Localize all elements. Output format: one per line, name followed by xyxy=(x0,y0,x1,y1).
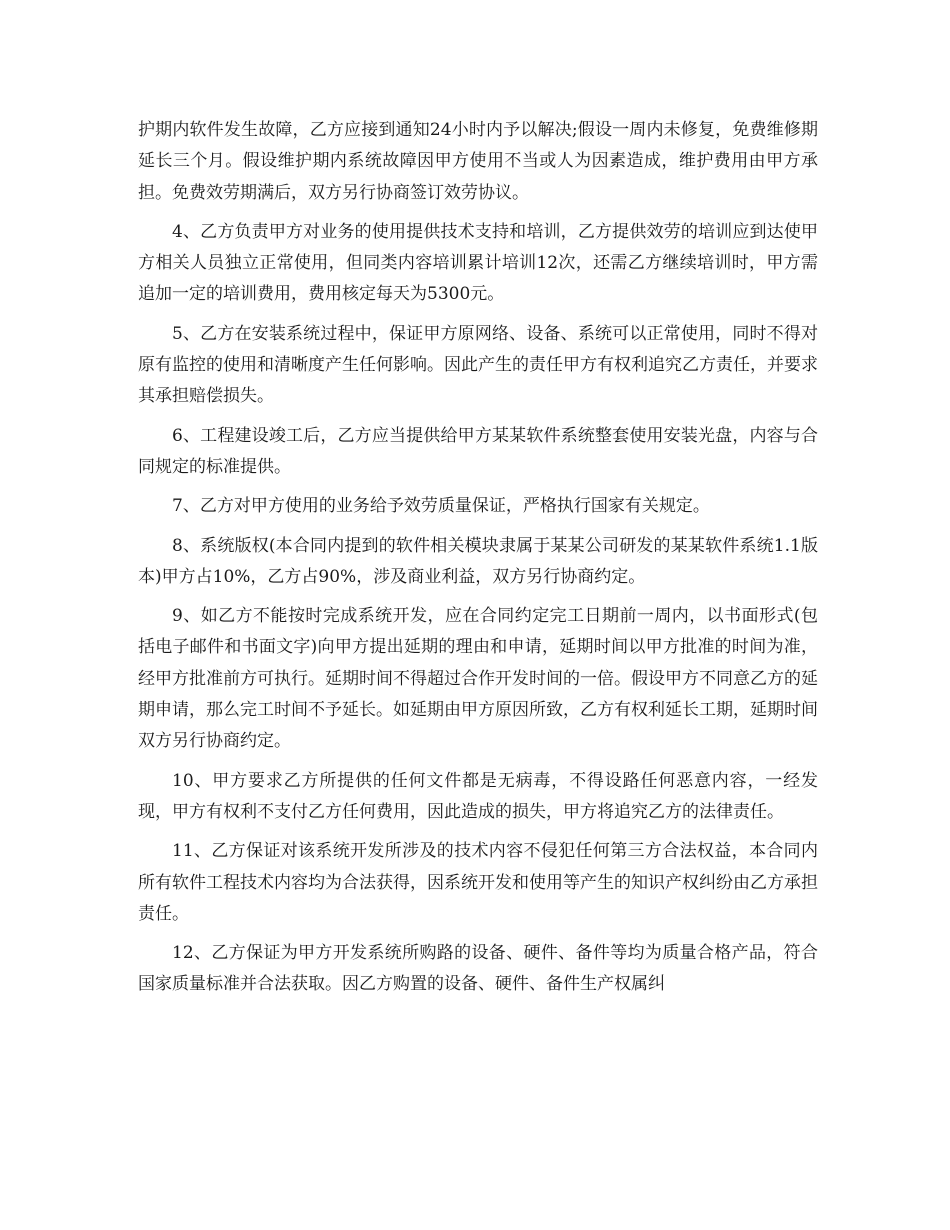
paragraph-clause-7: 7、乙方对甲方使用的业务给予效劳质量保证，严格执行国家有关规定。 xyxy=(172,496,710,517)
paragraph-clause-11: 11、乙方保证对该系统开发所涉及的技术内容不侵犯任何第三方合法权益，本合同内所有软件工程技术内容均为合法获得，因系统开发和使用等产生的知识产权纠纷由乙方承担责任。 xyxy=(138,841,818,924)
paragraph-clause-10: 10、甲方要求乙方所提供的任何文件都是无病毒，不得设路任何恶意内容，一经发现，甲方有权利不支付乙方任何费用，因此造成的损失，甲方将追究乙方的法律责任。 xyxy=(138,770,818,822)
document-body xyxy=(138,115,818,1009)
paragraph-clause-9: 9、如乙方不能按时完成系统开发，应在合同约定完工日期前一周内，以书面形式(包括电子邮件和书面文字)向甲方提出延期的理由和申请，延期时间以甲方批准的时间为准，经甲方批准前方可执行。延期时间不得超过合作开发时间的一倍。假设甲方不同意乙方的延期申请，那么完工时间不予延长。如延期由甲方原因所致，乙方有权利延长工期，延期时间双方另行协商约定。 xyxy=(138,606,818,752)
paragraph-maintenance-continued: 护期内软件发生故障，乙方应接到通知24小时内予以解决;假设一周内未修复，免费维修期延长三个月。假设维护期内系统故障因甲方使用不当或人为因素造成，维护费用由甲方承担。免费效劳期满后，双方另行协商签订效劳协议。 xyxy=(138,120,818,203)
paragraph-clause-6: 6、工程建设竣工后，乙方应当提供给甲方某某软件系统整套使用安装光盘，内容与合同规定的标准提供。 xyxy=(138,425,818,477)
paragraph-clause-5: 5、乙方在安装系统过程中，保证甲方原网络、设备、系统可以正常使用，同时不得对原有监控的使用和清晰度产生任何影响。因此产生的责任甲方有权利追究乙方责任，并要求其承担赔偿损失。 xyxy=(138,323,818,407)
paragraph-clause-12: 12、乙方保证为甲方开发系统所购路的设备、硬件、备件等均为质量合格产品，符合国家质量标准并合法获取。因乙方购置的设备、硬件、备件生产权属纠 xyxy=(138,943,818,995)
paragraph-clause-8: 8、系统版权(本合同内提到的软件相关模块隶属于某某公司研发的某某软件系统1.1版本)甲方占10%，乙方占90%，涉及商业利益，双方另行协商约定。 xyxy=(138,535,818,587)
paragraph-clause-4: 4、乙方负责甲方对业务的使用提供技术支持和培训，乙方提供效劳的培训应到达使甲方相关人员独立正常使用，但同类内容培训累计培训12次，还需乙方继续培训时，甲方需追加一定的培训费用，费用核定每天为5300元。 xyxy=(138,221,818,305)
